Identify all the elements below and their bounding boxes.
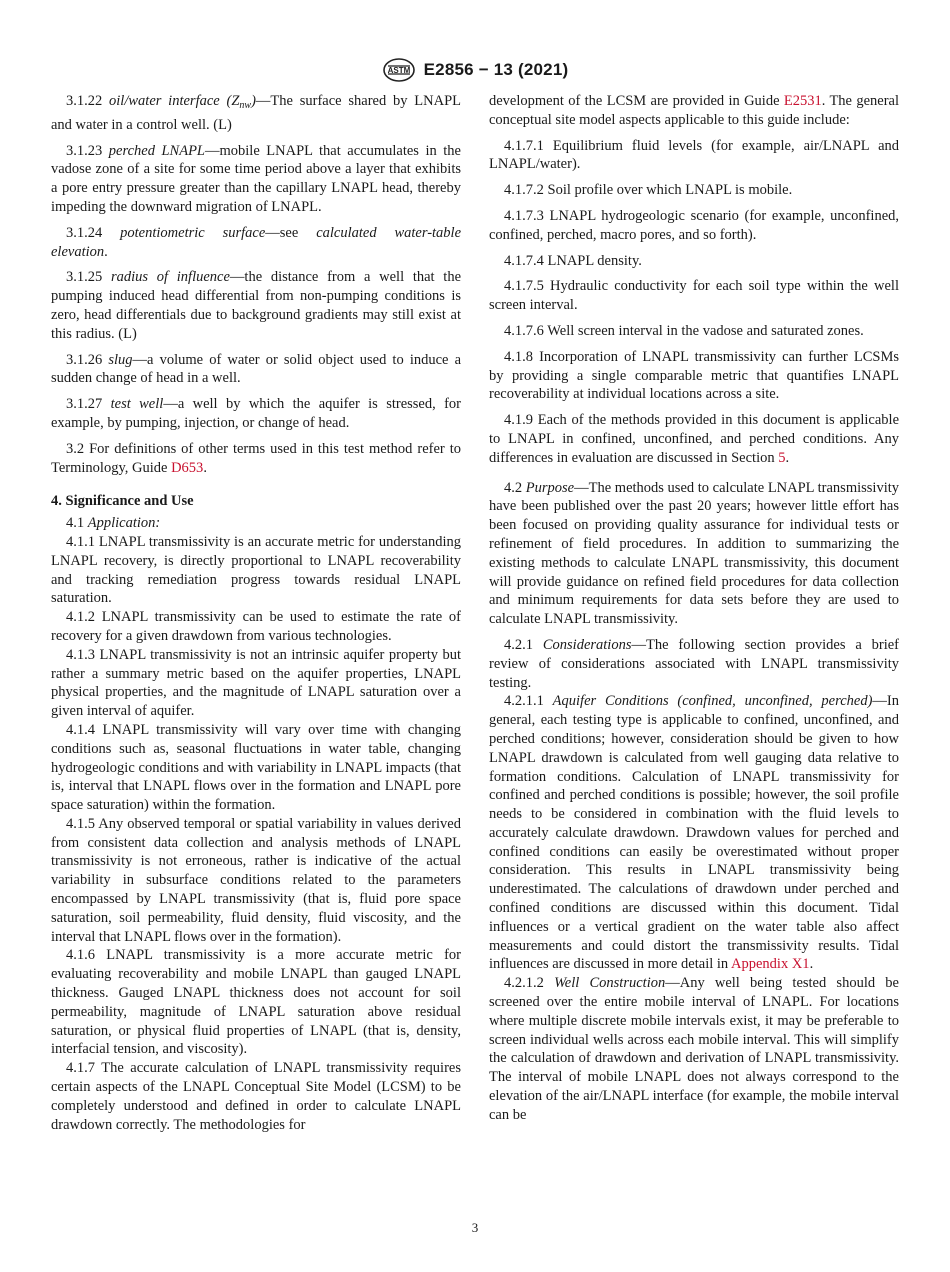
paragraph-4-1-7-5: 4.1.7.5 Hydraulic conductivity for each soil type within the well screen interval. xyxy=(489,278,899,314)
paragraph-4-1-8: 4.1.8 Incorporation of LNAPL transmissivity can further LCSMs by providing a single comparable metric that quantifies LNAPL recoverability at individual locations across a site. xyxy=(489,348,899,403)
link-d653[interactable]: D653 xyxy=(171,459,204,476)
paragraph-3-1-27: 3.1.27 test well—a well by which the aquifer is stressed, for example, by pumping, injection, or change of head. xyxy=(51,396,462,431)
svg-text:ASTM: ASTM xyxy=(387,66,410,75)
paragraph-3-1-26: 3.1.26 slug—a volume of water or solid object used to induce a sudden change of head in a well. xyxy=(51,351,462,387)
paragraph-4-1-7-3: 4.1.7.3 LNAPL hydrogeologic scenario (for example, unconfined, confined, perched, macro pores, and so forth). xyxy=(489,207,899,243)
paragraph-3-1-25: 3.1.25 radius of influence—the distance from a well that the pumping induced head differential from non-pumping conditions is zero, head differentials due to background gradients may still exist at this radius. (L) xyxy=(51,269,462,342)
right-column xyxy=(489,92,899,1125)
paragraph-4-1-7-4: 4.1.7.4 LNAPL density. xyxy=(504,252,642,269)
paragraph-4-1-9: 4.1.9 Each of the methods provided in this document is applicable to LNAPL in confined, unconfined, and perched conditions. Any differences in evaluation are discussed in Section 5. xyxy=(489,412,899,466)
section-heading: 4. Significance and Use xyxy=(51,493,194,510)
paragraph-3-1-23: 3.1.23 perched LNAPL—mobile LNAPL that accumulates in the vadose zone of a site for some time period above a layer that exhibits a pore entry pressure greater than the capillary LNAPL head, thereby impeding the downward migration of LNAPL. xyxy=(51,142,461,215)
paragraph-4-1-6: 4.1.6 LNAPL transmissivity is a more accurate metric for evaluating recoverability and mobile LNAPL than gauged LNAPL thickness. Gauged LNAPL thickness does not account for soil permeability, magnitude of LNAPL saturation above residual saturation, or physical fluid properties of LNAPL (that is, density, interfacial tension, and viscosity). xyxy=(51,947,461,1058)
paragraph-4-2-1-2: 4.2.1.2 Well Construction—Any well being tested should be screened over the entire mobile interval of LNAPL. For locations where multiple discrete mobile intervals exist, it may be preferable to screen individual wells across each mobile interval. This will simplify the calculation of drawdown and derivation of LNAPL transmissivity. The interval of mobile LNAPL does not always correspond to the elevation of the air/LNAPL interface (for example, the mobile interval can be xyxy=(489,975,899,1123)
paragraph-4-1-5: 4.1.5 Any observed temporal or spatial variability in values derived from consistent data collection and analysis methods of LNAPL transmissivity is not erroneous, rather is indicative of the actual variability in subsurface conditions related to the parameters encompassed by LNAPL transmissivity (that is, fluid pore space saturation, soil permeability, fluid density, fluid viscosity, and the interval that LNAPL flows over in the formation). xyxy=(51,815,461,945)
paragraph-4-1-1: 4.1.1 LNAPL transmissivity is an accurate metric for understanding LNAPL recovery, is directly proportional to LNAPL recoverability and tracking remediation progress towards residual LNAPL saturation. xyxy=(51,533,461,607)
paragraph-4-1-7: 4.1.7 The accurate calculation of LNAPL transmissivity requires certain aspects of the LNAPL Conceptual Site Model (LCSM) to be completely understood and defined in order to calculate LNAPL drawdown correctly. The methodologies for xyxy=(51,1060,461,1133)
link-e2531[interactable]: E2531 xyxy=(783,93,822,109)
paragraph-3-2: 3.2 For definitions of other terms used in this test method refer to Terminology, Guide D653. xyxy=(51,440,461,476)
document-id: E2856 − 13 (2021) xyxy=(423,60,569,79)
paragraph-4-1-7-6: 4.1.7.6 Well screen interval in the vadose and saturated zones. xyxy=(504,322,864,339)
paragraph-4-1-7-1: 4.1.7.1 Equilibrium fluid levels (for example, air/LNAPL and LNAPL/water). xyxy=(489,137,899,173)
paragraph-4-2: 4.2 Purpose—The methods used to calculate LNAPL transmissivity have been published over the past 20 years; however little effort has been focused on providing quality assurance for individual tests or refinement of field procedures. In addition to summarizing the existing methods to calculate LNAPL transmissivity, this document will provide guidance on refined field procedures for data collection and minimum requirements for data sets before they are used to calculate LNAPL transmissivity. xyxy=(489,479,899,628)
astm-logo-icon xyxy=(382,57,416,83)
paragraph-4-1-4: 4.1.4 LNAPL transmissivity will vary over time with changing conditions such as, seasonal fluctuations in water table, changing hydrogeologic conditions and with variability in LNAPL impacts (that is, interval that LNAPL flows over in the formation and LNAPL pore space saturation) within the formation. xyxy=(51,721,461,814)
paragraph-4-1-7-2: 4.1.7.2 Soil profile over which LNAPL is mobile. xyxy=(504,182,793,199)
paragraph-4-1-7-cont: development of the LCSM are provided in Guide E2531. The general conceptual site model aspects applicable to this guide include: xyxy=(489,93,899,128)
left-column xyxy=(51,92,461,1134)
paragraph-3-1-22: 3.1.22 oil/water interface $(Z_{nw})—The$ surface shared by LNAPL and water in a control well. (L) xyxy=(51,93,461,133)
link-appendix-x1[interactable]: Appendix X1 xyxy=(731,956,810,973)
page-header xyxy=(0,55,950,85)
paragraph-4-2-1: 4.2.1 Considerations—The following section provides a brief review of considerations associated with LNAPL transmissivity testing. xyxy=(489,636,899,691)
page-number: 3 xyxy=(471,1220,479,1235)
paragraph-3-1-24: 3.1.24 potentiometric surface—see calculated water-table elevation. xyxy=(51,224,462,260)
paragraph-4-1-2: 4.1.2 LNAPL transmissivity can be used to estimate the rate of recovery for a given drawdown from various technologies. xyxy=(51,609,461,644)
paragraph-4-1: 4.1 Application: xyxy=(66,515,161,532)
paragraph-4-2-1-1: 4.2.1.1 Aquifer Conditions (confined, unconfined, perched)—In general, each testing type is applicable to confined, unconfined, and perched conditions; however, consideration should be given to how LNAPL drawdown is calculated from well gauging data relative to formation conditions. Calculation of LNAPL transmissivity for confined and perched conditions is possible; however, the soil profile needs to be considered in combination with the fluid levels to accurately calculate drawdown. Drawdown values for perched and confined conditions can easily be overestimated without proper consideration. This results in LNAPL transmissivity being underestimated. The calculations of drawdown under perched and confined conditions are discussed within this document. Tidal influences or a vertical gradient on the water table also affect measurements and could distort the transmissivity results. Tidal influences are discussed in more detail in Appendix X1. xyxy=(489,693,899,973)
link-section-5[interactable]: 5 xyxy=(778,449,786,466)
paragraph-4-1-3: 4.1.3 LNAPL transmissivity is not an intrinsic aquifer property but rather a summary metric based on the aquifer properties, LNAPL physical properties, and the magnitude of LNAPL saturation over a given interval of aquifer. xyxy=(51,646,461,720)
